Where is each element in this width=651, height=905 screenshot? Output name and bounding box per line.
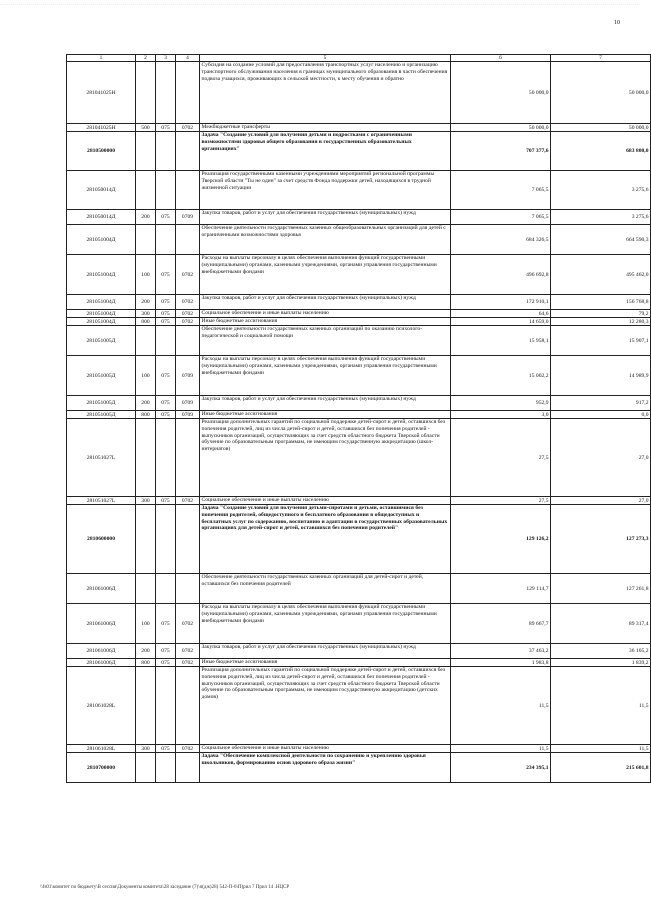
division-cell: [176, 505, 200, 574]
value-col6-cell: 27,5: [451, 497, 551, 505]
code-cell: 281061006Д: [67, 574, 136, 604]
ministry-cell: [156, 132, 176, 171]
section-cell: [136, 574, 156, 604]
code-cell: 281061006Д: [67, 659, 136, 667]
value-col6-cell: 15 958,1: [451, 326, 551, 356]
value-col6-cell: 496 692,8: [451, 255, 551, 295]
division-cell: 0702: [176, 745, 200, 753]
description-cell: Расходы на выплаты персоналу в целях обеспечения выполнения функций государственными (муниципальными) органами, казенными учреждениями, органами управления государственными внебюджетными фондами: [200, 356, 451, 396]
code-cell: 281051004Д: [67, 318, 136, 326]
section-cell: 100: [136, 255, 156, 295]
value-col6-cell: 129 114,7: [451, 574, 551, 604]
code-cell: 2810500000: [67, 132, 136, 171]
code-cell: 281051027L: [67, 419, 136, 497]
table-row: [67, 356, 651, 396]
table-row: [67, 411, 651, 419]
ministry-cell: 075: [156, 604, 176, 644]
description-cell: Реализация дополнительных гарантий по социальной поддержке детей-сирот и детей, оставшихся без попечения родителей, лиц из числа детей-сирот и детей, оставшихся без попечения родителей - выпускников организаций, осуществляющих за счет средств областного бюджета Тверской области обучение по образовательным программам, не имеющим государственную аккредитацию (школ-интернатов): [200, 419, 451, 497]
table-header-row: [67, 55, 651, 62]
table-row: [67, 295, 651, 310]
division-cell: 0702: [176, 295, 200, 310]
section-cell: [136, 225, 156, 255]
header-cell: 2: [136, 55, 156, 62]
ministry-cell: 075: [156, 659, 176, 667]
section-cell: 200: [136, 396, 156, 411]
code-cell: 281041025Н: [67, 124, 136, 132]
division-cell: 0709: [176, 210, 200, 225]
file-path-footer: \\fs01\комитет по бюджету\В сессия\Документы комитета\28 заседание (7)\п(дж)28) 542-П-6\П)рил 7 Прил 14 .НЦСР: [40, 885, 290, 890]
section-cell: 800: [136, 318, 156, 326]
section-cell: 200: [136, 210, 156, 225]
table-row: [67, 225, 651, 255]
code-cell: 281051004Д: [67, 255, 136, 295]
value-col6-cell: 129 126,2: [451, 505, 551, 574]
value-col6-cell: 952,9: [451, 396, 551, 411]
value-col7-cell: 12 280,3: [551, 318, 651, 326]
description-cell: Закупка товаров, работ и услуг для обеспечения государственных (муниципальных) нужд: [200, 210, 451, 225]
ministry-cell: [156, 505, 176, 574]
code-cell: 281061028L: [67, 667, 136, 745]
table-row: [67, 210, 651, 225]
section-cell: 100: [136, 604, 156, 644]
description-cell: Обеспечение деятельности государственных казенных организаций по оказанию психолого-педагогической и социальной помощи: [200, 326, 451, 356]
division-cell: [176, 171, 200, 210]
value-col7-cell: 14 989,9: [551, 356, 651, 396]
table-row: [67, 659, 651, 667]
code-cell: 281051005Д: [67, 356, 136, 396]
section-cell: 300: [136, 310, 156, 318]
division-cell: 0702: [176, 124, 200, 132]
code-cell: 281051027L: [67, 497, 136, 505]
division-cell: [176, 419, 200, 497]
code-cell: 281041025Н: [67, 62, 136, 124]
description-cell: Закупка товаров, работ и услуг для обеспечения государственных (муниципальных) нужд: [200, 396, 451, 411]
header-cell: 4: [176, 55, 200, 62]
ministry-cell: 075: [156, 318, 176, 326]
budget-table: [66, 54, 651, 783]
value-col7-cell: 11,5: [551, 667, 651, 745]
ministry-cell: 075: [156, 210, 176, 225]
value-col6-cell: 684 326,5: [451, 225, 551, 255]
section-cell: 200: [136, 295, 156, 310]
section-cell: 500: [136, 124, 156, 132]
description-cell: Обеспечение деятельности государственных казенных общеобразовательных организаций для детей с ограниченными возможностями здоровья: [200, 225, 451, 255]
section-cell: [136, 132, 156, 171]
division-cell: [176, 326, 200, 356]
division-cell: 0709: [176, 396, 200, 411]
value-col7-cell: 50 000,0: [551, 124, 651, 132]
description-cell: Расходы на выплаты персоналу в целях обеспечения выполнения функций государственными (муниципальными) органами, казенными учреждениями, органами управления государственными внебюджетными фондами: [200, 604, 451, 644]
value-col6-cell: 11,5: [451, 667, 551, 745]
code-cell: 281051005Д: [67, 396, 136, 411]
table-row: [67, 497, 651, 505]
table-row: [67, 667, 651, 745]
code-cell: 281051005Д: [67, 411, 136, 419]
value-col6-cell: 3,0: [451, 411, 551, 419]
ministry-cell: [156, 574, 176, 604]
division-cell: 0702: [176, 318, 200, 326]
table-row: [67, 132, 651, 171]
value-col7-cell: 27,0: [551, 497, 651, 505]
description-cell: Реализация дополнительных гарантий по социальной поддержке детей-сирот и детей, оставшихся без попечения родителей, лиц из числа детей-сирот и детей, оставшихся без попечения родителей - выпускников организаций, осуществляющих за счет средств областного бюджета Тверской области обучение по образовательным программам, не имеющим государственную аккредитацию (детских домов): [200, 667, 451, 745]
description-cell: Иные бюджетные ассигнования: [200, 411, 451, 419]
header-cell: 5: [200, 55, 451, 62]
value-col6-cell: 7 065,5: [451, 210, 551, 225]
value-col7-cell: 917,2: [551, 396, 651, 411]
value-col7-cell: 79,2: [551, 310, 651, 318]
value-col7-cell: 3 275,6: [551, 171, 651, 210]
ministry-cell: [156, 62, 176, 124]
ministry-cell: [156, 171, 176, 210]
division-cell: 0709: [176, 411, 200, 419]
description-cell: Закупка товаров, работ и услуг для обеспечения государственных (муниципальных) нужд: [200, 644, 451, 659]
ministry-cell: 075: [156, 356, 176, 396]
value-col6-cell: 172 910,1: [451, 295, 551, 310]
value-col6-cell: 1 983,8: [451, 659, 551, 667]
table-row: [67, 505, 651, 574]
description-cell: Социальное обеспечение и иные выплаты населению: [200, 497, 451, 505]
value-col6-cell: 15 002,2: [451, 356, 551, 396]
value-col6-cell: 27,5: [451, 419, 551, 497]
value-col7-cell: 27,0: [551, 419, 651, 497]
table-row: [67, 171, 651, 210]
ministry-cell: 075: [156, 295, 176, 310]
ministry-cell: 075: [156, 411, 176, 419]
section-cell: [136, 505, 156, 574]
description-cell: Расходы на выплаты персоналу в целях обеспечения выполнения функций государственными (муниципальными) органами, казенными учреждениями, органами управления государственными внебюджетными фондами: [200, 255, 451, 295]
value-col7-cell: 127 261,8: [551, 574, 651, 604]
value-col7-cell: 0,0: [551, 411, 651, 419]
value-col6-cell: 50 000,0: [451, 62, 551, 124]
header-cell: 3: [156, 55, 176, 62]
section-cell: [136, 326, 156, 356]
table-row: [67, 574, 651, 604]
division-cell: [176, 753, 200, 783]
division-cell: 0702: [176, 644, 200, 659]
value-col7-cell: 683 800,0: [551, 132, 651, 171]
value-col7-cell: 156 768,8: [551, 295, 651, 310]
value-col7-cell: 3 275,6: [551, 210, 651, 225]
section-cell: 100: [136, 356, 156, 396]
division-cell: 0702: [176, 497, 200, 505]
section-cell: 300: [136, 745, 156, 753]
code-cell: 2810600000: [67, 505, 136, 574]
table-row: [67, 326, 651, 356]
table-row: [67, 644, 651, 659]
value-col7-cell: 127 273,3: [551, 505, 651, 574]
division-cell: [176, 62, 200, 124]
table-row: [67, 753, 651, 783]
ministry-cell: [156, 326, 176, 356]
value-col7-cell: 89 317,4: [551, 604, 651, 644]
section-cell: [136, 171, 156, 210]
table-row: [67, 310, 651, 318]
table-row: [67, 604, 651, 644]
division-cell: [176, 667, 200, 745]
code-cell: 281050014Д: [67, 210, 136, 225]
value-col6-cell: 7 065,5: [451, 171, 551, 210]
value-col7-cell: 664 590,3: [551, 225, 651, 255]
value-col6-cell: 50 000,0: [451, 124, 551, 132]
table-row: [67, 62, 651, 124]
ministry-cell: [156, 419, 176, 497]
division-cell: 0702: [176, 310, 200, 318]
value-col7-cell: 50 000,0: [551, 62, 651, 124]
description-cell: Межбюджетные трансферты: [200, 124, 451, 132]
table-row: [67, 396, 651, 411]
description-cell: Задача "Создание условий для получения детьми и подростками с ограниченными возможностями здоровья общего образования в государственных образовательных организациях": [200, 132, 451, 171]
value-col7-cell: 15 907,1: [551, 326, 651, 356]
table-row: [67, 745, 651, 753]
description-cell: Социальное обеспечение и иные выплаты населению: [200, 310, 451, 318]
value-col7-cell: 36 105,2: [551, 644, 651, 659]
code-cell: 281051004Д: [67, 310, 136, 318]
division-cell: 0709: [176, 356, 200, 396]
section-cell: 800: [136, 659, 156, 667]
table-row: [67, 318, 651, 326]
ministry-cell: 075: [156, 644, 176, 659]
description-cell: Иные бюджетные ассигнования: [200, 318, 451, 326]
division-cell: 0702: [176, 255, 200, 295]
page-number: 10: [614, 20, 620, 26]
code-cell: 281061006Д: [67, 644, 136, 659]
code-cell: 281061028L: [67, 745, 136, 753]
code-cell: 281051004Д: [67, 295, 136, 310]
section-cell: 800: [136, 411, 156, 419]
ministry-cell: 075: [156, 745, 176, 753]
section-cell: [136, 667, 156, 745]
header-cell: 6: [451, 55, 551, 62]
value-col7-cell: 1 839,2: [551, 659, 651, 667]
ministry-cell: 075: [156, 310, 176, 318]
description-cell: Иные бюджетные ассигнования: [200, 659, 451, 667]
table-row: [67, 255, 651, 295]
code-cell: 281050014Д: [67, 171, 136, 210]
ministry-cell: 075: [156, 255, 176, 295]
header-cell: 7: [551, 55, 651, 62]
section-cell: [136, 753, 156, 783]
value-col6-cell: 11,5: [451, 745, 551, 753]
value-col7-cell: 215 601,8: [551, 753, 651, 783]
description-cell: Реализация государственными казенными учреждениями мероприятий региональной программы Тверской области "Ты не один" за счет средств Фонда поддержки детей, находящихся в трудной жизненной ситуации: [200, 171, 451, 210]
table-row: [67, 124, 651, 132]
code-cell: 281051004Д: [67, 225, 136, 255]
value-col6-cell: 89 667,7: [451, 604, 551, 644]
division-cell: [176, 132, 200, 171]
section-cell: 300: [136, 497, 156, 505]
header-cell: 1: [67, 55, 136, 62]
ministry-cell: 075: [156, 396, 176, 411]
value-col6-cell: 64,6: [451, 310, 551, 318]
description-cell: Субсидия на создание условий для предоставления транспортных услуг населению и организацию транспортного обслуживания населения в границах муниципального образования в части обеспечения подвоза учащихся, проживающих в сельской местности, к месту обучения и обратно: [200, 62, 451, 124]
code-cell: 281061006Д: [67, 604, 136, 644]
ministry-cell: [156, 753, 176, 783]
scan-edge: [0, 4, 640, 9]
division-cell: 0702: [176, 659, 200, 667]
ministry-cell: 075: [156, 497, 176, 505]
code-cell: 2810700000: [67, 753, 136, 783]
ministry-cell: [156, 667, 176, 745]
ministry-cell: [156, 225, 176, 255]
division-cell: [176, 574, 200, 604]
division-cell: [176, 225, 200, 255]
value-col7-cell: 495 462,0: [551, 255, 651, 295]
description-cell: Задача "Создание условий для получения детьми-сиротами и детьми, оставшимися без попечения родителей, общедоступного и бесплатного образования в общедоступных и бесплатных услуг по содержанию, воспитанию и адаптации в государственных образовательных организациях для детей-сирот и детей, оставшихся без попечения родителей": [200, 505, 451, 574]
value-col7-cell: 11,5: [551, 745, 651, 753]
value-col6-cell: 707 377,6: [451, 132, 551, 171]
section-cell: 200: [136, 644, 156, 659]
value-col6-cell: 37 463,2: [451, 644, 551, 659]
value-col6-cell: 234 395,1: [451, 753, 551, 783]
description-cell: Задача "Обеспечение комплексной деятельности по сохранению и укреплению здоровья школьников, формированию основ здорового образа жизни": [200, 753, 451, 783]
ministry-cell: 075: [156, 124, 176, 132]
table-row: [67, 419, 651, 497]
description-cell: Социальное обеспечение и иные выплаты населению: [200, 745, 451, 753]
code-cell: 281051005Д: [67, 326, 136, 356]
section-cell: [136, 62, 156, 124]
description-cell: Обеспечение деятельности государственных казенных организаций для детей-сирот и детей, оставшихся без попечения родителей: [200, 574, 451, 604]
section-cell: [136, 419, 156, 497]
description-cell: Закупка товаров, работ и услуг для обеспечения государственных (муниципальных) нужд: [200, 295, 451, 310]
value-col6-cell: 14 659,0: [451, 318, 551, 326]
division-cell: 0702: [176, 604, 200, 644]
